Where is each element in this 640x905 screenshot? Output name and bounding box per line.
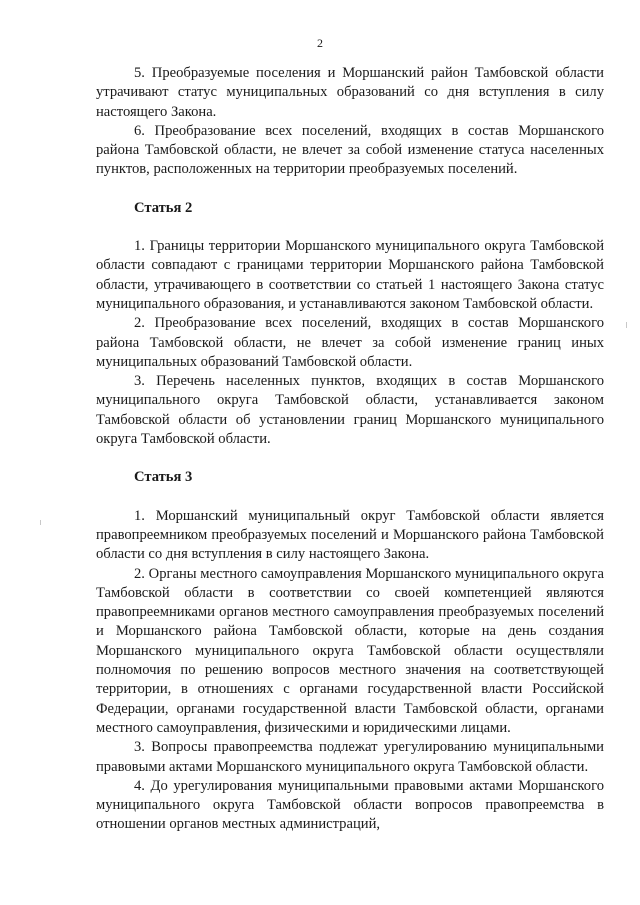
spacer [96, 488, 604, 507]
paragraph: 6. Преобразование всех поселений, входящих в состав Моршанского района Тамбовской области, не влечет за собой изменение статуса населенных пунктов, расположенных на территории преобразуемых поселений. [96, 122, 604, 178]
page-number: 2 [317, 36, 323, 50]
document-body [96, 64, 604, 835]
paragraph: 2. Преобразование всех поселений, входящих в состав Моршанского района Тамбовской области, не влечет за собой изменение границ иных муниципальных образований Тамбовской области. [96, 315, 604, 370]
spacer [96, 449, 604, 468]
scan-mark [40, 520, 41, 525]
article-2-heading: Статья 2 [134, 199, 193, 216]
paragraph: 5. Преобразуемые поселения и Моршанский район Тамбовской области утрачивают статус муниципальных образований со дня вступления в силу настоящего Закона. [96, 65, 604, 120]
paragraph: 3. Вопросы правопреемства подлежат урегулированию муниципальными правовыми актами Моршанского муниципального округа Тамбовской области. [96, 739, 604, 775]
paragraph: 1. Границы территории Моршанского муниципального округа Тамбовской области совпадают с границами территории Моршанского района Тамбовской области, утрачивающего в соответствии со статьей 1 настоящего Закона статус муниципального образования, и устанавливаются законом Тамбовской области. [96, 238, 604, 312]
spacer [96, 218, 604, 237]
paragraph: 1. Моршанский муниципальный округ Тамбовской области является правопреемником преобразуемых поселений и Моршанского района Тамбовской области со дня вступления в силу настоящего Закона. [96, 507, 604, 563]
paragraph: 4. До урегулирования муниципальными правовыми актами Моршанского муниципального округа Тамбовской области вопросов правопреемства в отношении органов местных администраций, [96, 777, 604, 833]
article-3-heading: Статья 3 [134, 469, 193, 486]
scan-mark [626, 322, 627, 328]
paragraph: 2. Органы местного самоуправления Моршанского муниципального округа Тамбовской области в соответствии со своей компетенцией являются правопреемниками органов местного самоуправления преобразуемых поселений и Моршанского района Тамбовской области, которые на день создания Моршанского муниципального округа Тамбовской области осуществляли полномочия по решению вопросов местного значения на соответствующей территории, в отношениях с органами государственной власти Российской Федерации, органами государственной власти Тамбовской области, органами местного самоуправления, физическими и юридическими лицами. [96, 565, 604, 736]
spacer [96, 180, 604, 199]
paragraph: 3. Перечень населенных пунктов, входящих в состав Моршанского муниципального округа Тамбовской области, устанавливается законом Тамбовской области об установлении границ Моршанского муниципального округа Тамбовской области. [96, 373, 604, 448]
